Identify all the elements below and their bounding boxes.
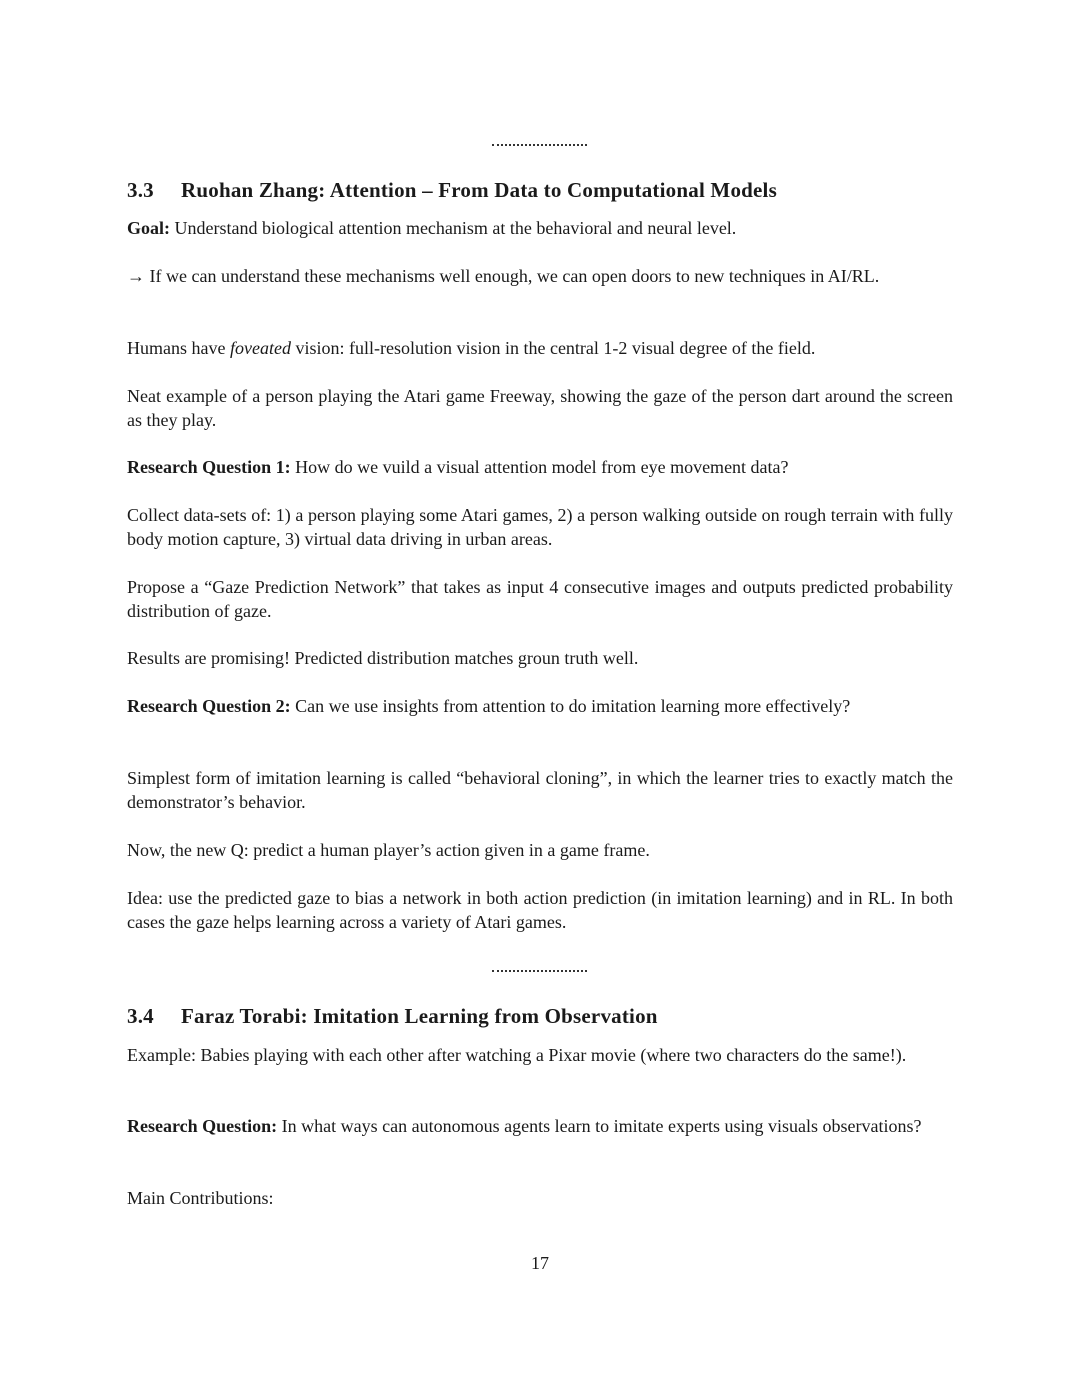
paragraph-freeway: Neat example of a person playing the Atari game Freeway, showing the gaze of the person dart around the screen as they play.	[127, 386, 953, 430]
goal-paragraph	[127, 216, 953, 240]
research-question-2	[127, 694, 953, 718]
paragraph-behavioral-cloning: Simplest form of imitation learning is called “behavioral cloning”, in which the learner tries to exactly match the demonstrator’s behavior.	[127, 768, 953, 812]
section-number: 3.4	[127, 1004, 154, 1028]
research-question-1	[127, 455, 953, 479]
paragraph-gaze-network: Propose a “Gaze Prediction Network” that takes as input 4 consecutive images and outputs predicted probability distribution of gaze.	[127, 577, 953, 621]
rq-text: In what ways can autonomous agents learn to imitate experts using visuals observations?	[277, 1116, 922, 1136]
rq2-label: Research Question 2:	[127, 696, 291, 716]
section-number: 3.3	[127, 178, 154, 202]
section-heading-3-4	[127, 1004, 658, 1029]
emphasis-foveated: foveated	[229, 338, 291, 358]
rq1-text: How do we vuild a visual attention model from eye movement data?	[290, 457, 789, 477]
section-separator	[492, 144, 587, 146]
rq2-text: Can we use insights from attention to do imitation learning more effectively?	[290, 696, 851, 716]
paragraph-babies-example: Example: Babies playing with each other after watching a Pixar movie (where two characters do the same!).	[127, 1045, 907, 1065]
paragraph-datasets: Collect data-sets of: 1) a person playing some Atari games, 2) a person walking outside on rough terrain with fully body motion capture, 3) virtual data driving in urban areas.	[127, 505, 953, 549]
paragraph-mechanisms: → If we can understand these mechanisms well enough, we can open doors to new techniques in AI/RL.	[127, 266, 880, 286]
research-question	[127, 1114, 953, 1138]
text-run: vision: full-resolution vision in the central 1-2 visual degree of the field.	[290, 338, 816, 358]
paragraph-results: Results are promising! Predicted distribution matches groun truth well.	[127, 648, 639, 668]
text-run: Humans have	[127, 338, 230, 358]
paragraph-main-contributions: Main Contributions:	[127, 1188, 274, 1208]
section-title-text: Ruohan Zhang: Attention – From Data to Computational Models	[181, 178, 777, 202]
document-page	[127, 0, 953, 1397]
paragraph-foveated	[127, 336, 953, 360]
paragraph-new-q: Now, the new Q: predict a human player’s action given in a game frame.	[127, 840, 650, 860]
page-number: 17	[531, 1253, 549, 1273]
goal-text: Understand biological attention mechanism at the behavioral and neural level.	[170, 218, 737, 238]
rq-label: Research Question:	[127, 1116, 278, 1136]
rq1-label: Research Question 1:	[127, 457, 291, 477]
goal-label: Goal:	[127, 218, 170, 238]
section-heading-3-3	[127, 178, 777, 203]
section-title-text: Faraz Torabi: Imitation Learning from Observation	[181, 1004, 658, 1028]
paragraph-idea: Idea: use the predicted gaze to bias a network in both action prediction (in imitation learning) and in RL. In both cases the gaze helps learning across a variety of Atari games.	[127, 888, 953, 932]
section-separator	[492, 970, 587, 972]
